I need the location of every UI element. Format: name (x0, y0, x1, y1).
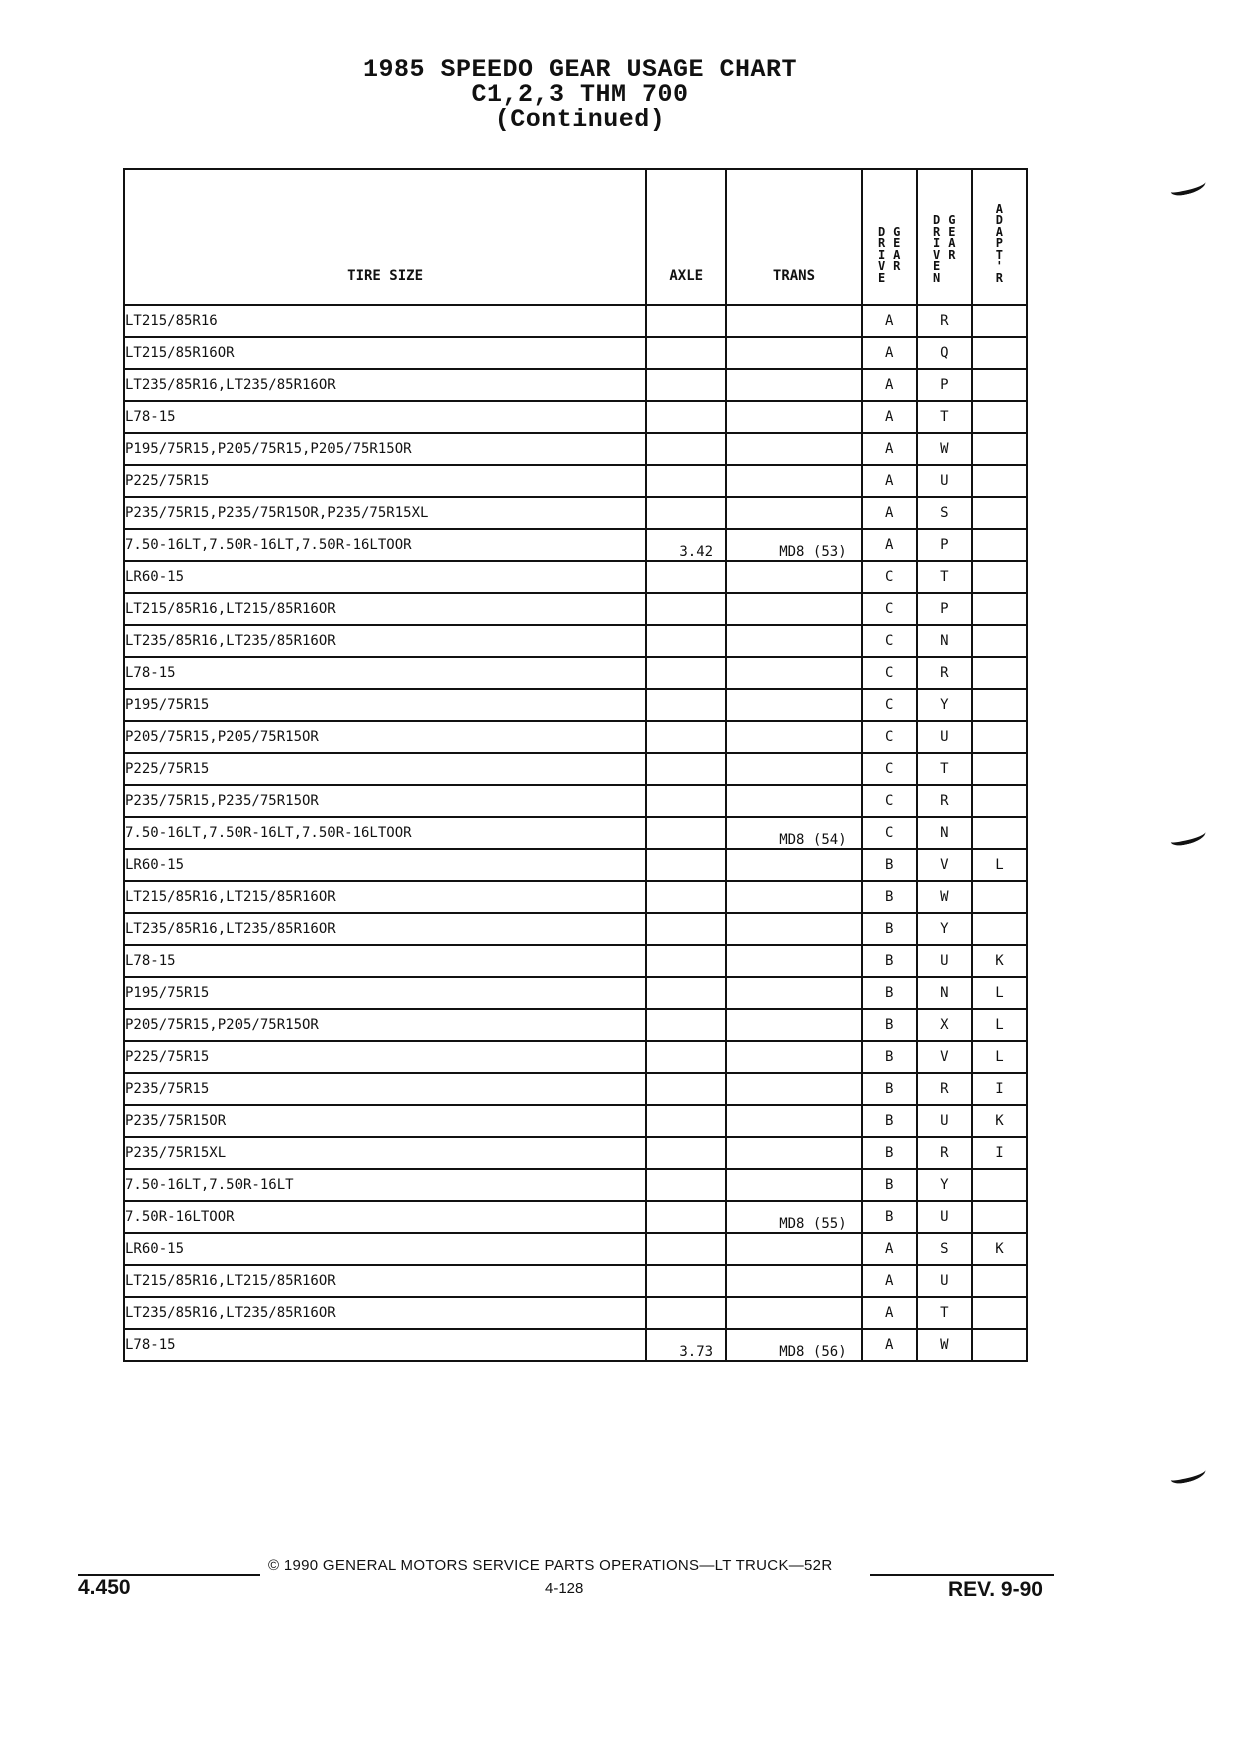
cell-trans (726, 593, 861, 625)
cell-trans (726, 529, 861, 561)
header-letter: R (933, 224, 941, 239)
cell-axle (646, 1009, 726, 1041)
cell-driven-gear: T (917, 401, 972, 433)
cell-driven-gear: S (917, 1233, 972, 1265)
header-letter: V (933, 247, 941, 262)
cell-adapter (972, 1169, 1027, 1201)
cell-axle (646, 401, 726, 433)
cell-tire-size: L78-15 (124, 401, 646, 433)
header-letter: R (948, 247, 956, 262)
cell-trans (726, 977, 861, 1009)
header-letter-column (877, 224, 886, 285)
cell-driven-gear: Y (917, 1169, 972, 1201)
table-row (124, 497, 1027, 529)
cell-driven-gear: N (917, 625, 972, 657)
cell-axle (646, 1297, 726, 1329)
cell-drive-gear: A (862, 497, 917, 529)
table-row (124, 1265, 1027, 1297)
cell-trans (726, 817, 861, 849)
chart-subtitle-model: C1,2,3 THM 700 (471, 80, 689, 109)
header-letter: I (933, 236, 941, 250)
cell-trans (726, 1105, 861, 1137)
cell-drive-gear: C (862, 785, 917, 817)
cell-trans (726, 1233, 861, 1265)
cell-trans (726, 785, 861, 817)
cell-trans (726, 657, 861, 689)
table-row (124, 849, 1027, 881)
header-letter: R (877, 236, 886, 250)
cell-adapter (972, 305, 1027, 337)
cell-drive-gear: B (862, 977, 917, 1009)
table-row (124, 561, 1027, 593)
table-row (124, 1169, 1027, 1201)
header-letter: E (893, 236, 901, 250)
table-row (124, 977, 1027, 1009)
cell-tire-size: 7.50-16LT,7.50R-16LT,7.50R-16LTOOR (124, 529, 646, 561)
header-letter-column (893, 224, 901, 285)
trans-code: MD8 (56) (779, 1344, 847, 1360)
cell-drive-gear: A (862, 1265, 917, 1297)
cell-adapter: L (972, 849, 1027, 881)
table-row (124, 529, 1027, 561)
cell-adapter (972, 913, 1027, 945)
binder-mark (1169, 1464, 1207, 1485)
table-body (124, 305, 1027, 1361)
cell-drive-gear: B (862, 1041, 917, 1073)
cell-trans (726, 465, 861, 497)
cell-axle (646, 689, 726, 721)
header-letter: T (995, 247, 1004, 262)
cell-trans (726, 625, 861, 657)
cell-axle (646, 465, 726, 497)
cell-driven-gear: U (917, 465, 972, 497)
cell-drive-gear: A (862, 433, 917, 465)
header-letter: A (995, 224, 1004, 239)
cell-tire-size: P235/75R15,P235/75R15OR,P235/75R15XL (124, 497, 646, 529)
header-letter: N (933, 270, 941, 285)
header-letter: P (995, 236, 1004, 250)
cell-driven-gear: N (917, 817, 972, 849)
cell-drive-gear: C (862, 753, 917, 785)
header-drive-gear (862, 169, 917, 305)
cell-adapter (972, 497, 1027, 529)
cell-trans (726, 689, 861, 721)
cell-trans (726, 497, 861, 529)
cell-trans (726, 1297, 861, 1329)
table-row (124, 337, 1027, 369)
header-letter: G (893, 224, 901, 239)
cell-trans (726, 1009, 861, 1041)
cell-axle (646, 913, 726, 945)
cell-trans (726, 945, 861, 977)
cell-drive-gear: A (862, 1329, 917, 1361)
header-letter: D (877, 224, 886, 239)
footer-rule-right (870, 1574, 1054, 1576)
cell-axle (646, 945, 726, 977)
table-row (124, 1105, 1027, 1137)
cell-axle (646, 305, 726, 337)
table-row (124, 1329, 1027, 1361)
cell-axle (646, 369, 726, 401)
footer-copyright: © 1990 GENERAL MOTORS SERVICE PARTS OPERATIONS—LT TRUCK—52R (268, 1557, 833, 1574)
cell-drive-gear: B (862, 913, 917, 945)
binder-mark (1169, 826, 1207, 847)
cell-axle (646, 1073, 726, 1105)
cell-trans (726, 1329, 861, 1361)
cell-tire-size: 7.50-16LT,7.50R-16LT (124, 1169, 646, 1201)
cell-drive-gear: C (862, 561, 917, 593)
cell-adapter: I (972, 1073, 1027, 1105)
table-row (124, 401, 1027, 433)
table-row (124, 945, 1027, 977)
cell-adapter (972, 1297, 1027, 1329)
cell-adapter (972, 753, 1027, 785)
cell-driven-gear: R (917, 1137, 972, 1169)
header-letter: E (933, 259, 941, 273)
cell-driven-gear: P (917, 593, 972, 625)
table-row (124, 913, 1027, 945)
cell-drive-gear: C (862, 657, 917, 689)
cell-driven-gear: V (917, 849, 972, 881)
cell-axle (646, 1169, 726, 1201)
cell-tire-size: P195/75R15,P205/75R15,P205/75R15OR (124, 433, 646, 465)
table-row (124, 657, 1027, 689)
cell-driven-gear: Q (917, 337, 972, 369)
cell-axle (646, 433, 726, 465)
cell-tire-size: LR60-15 (124, 849, 646, 881)
cell-trans (726, 1169, 861, 1201)
cell-tire-size: LR60-15 (124, 1233, 646, 1265)
cell-drive-gear: B (862, 1201, 917, 1233)
cell-tire-size: LT215/85R16 (124, 305, 646, 337)
cell-drive-gear: A (862, 337, 917, 369)
cell-trans (726, 913, 861, 945)
cell-tire-size: LR60-15 (124, 561, 646, 593)
cell-axle (646, 1265, 726, 1297)
cell-drive-gear: C (862, 625, 917, 657)
table-header-row (124, 169, 1027, 305)
header-axle: AXLE (646, 169, 726, 305)
axle-ratio: 3.73 (679, 1344, 714, 1360)
header-letter: E (948, 224, 956, 239)
cell-adapter (972, 689, 1027, 721)
cell-driven-gear: W (917, 433, 972, 465)
cell-driven-gear: U (917, 721, 972, 753)
cell-tire-size: P235/75R15,P235/75R15OR (124, 785, 646, 817)
cell-adapter: K (972, 945, 1027, 977)
cell-drive-gear: B (862, 849, 917, 881)
header-letter: ' (995, 259, 1004, 273)
cell-driven-gear: P (917, 529, 972, 561)
cell-tire-size: LT215/85R16,LT215/85R16OR (124, 593, 646, 625)
cell-adapter (972, 561, 1027, 593)
table-row (124, 785, 1027, 817)
table-row (124, 433, 1027, 465)
cell-tire-size: P235/75R15XL (124, 1137, 646, 1169)
cell-driven-gear: Y (917, 689, 972, 721)
cell-drive-gear: C (862, 593, 917, 625)
chart-title: 1985 SPEEDO GEAR USAGE CHART (362, 55, 798, 84)
cell-axle (646, 977, 726, 1009)
table-row (124, 1201, 1027, 1233)
cell-adapter (972, 593, 1027, 625)
cell-axle (646, 1041, 726, 1073)
table-row (124, 1297, 1027, 1329)
cell-adapter (972, 401, 1027, 433)
cell-axle (646, 593, 726, 625)
cell-tire-size: P195/75R15 (124, 977, 646, 1009)
cell-tire-size: 7.50R-16LTOOR (124, 1201, 646, 1233)
cell-tire-size: L78-15 (124, 657, 646, 689)
header-driven-gear (917, 169, 972, 305)
table-row (124, 689, 1027, 721)
cell-axle (646, 337, 726, 369)
cell-tire-size: P195/75R15 (124, 689, 646, 721)
trans-code: MD8 (55) (779, 1216, 847, 1232)
cell-adapter (972, 625, 1027, 657)
table-row (124, 721, 1027, 753)
cell-tire-size: P225/75R15 (124, 1041, 646, 1073)
cell-driven-gear: S (917, 497, 972, 529)
cell-driven-gear: R (917, 305, 972, 337)
cell-driven-gear: P (917, 369, 972, 401)
cell-driven-gear: T (917, 753, 972, 785)
header-letter: E (877, 270, 886, 285)
cell-adapter: K (972, 1105, 1027, 1137)
cell-adapter (972, 785, 1027, 817)
header-letter: A (893, 247, 901, 262)
cell-adapter (972, 881, 1027, 913)
speedo-gear-table (123, 168, 1028, 1362)
cell-drive-gear: C (862, 721, 917, 753)
footer-section-number: 4.450 (78, 1576, 131, 1599)
cell-driven-gear: U (917, 1265, 972, 1297)
cell-drive-gear: C (862, 817, 917, 849)
table-row (124, 1041, 1027, 1073)
cell-drive-gear: B (862, 1009, 917, 1041)
header-trans: TRANS (726, 169, 861, 305)
table-row (124, 753, 1027, 785)
header-letter: A (995, 201, 1004, 216)
cell-tire-size: P205/75R15,P205/75R15OR (124, 721, 646, 753)
cell-drive-gear: B (862, 881, 917, 913)
cell-drive-gear: A (862, 305, 917, 337)
cell-drive-gear: B (862, 1073, 917, 1105)
cell-trans (726, 753, 861, 785)
cell-axle (646, 753, 726, 785)
table-row (124, 465, 1027, 497)
cell-driven-gear: N (917, 977, 972, 1009)
cell-axle (646, 1137, 726, 1169)
cell-tire-size: LT215/85R16,LT215/85R16OR (124, 1265, 646, 1297)
header-letter-column (948, 215, 955, 284)
cell-trans (726, 1265, 861, 1297)
cell-drive-gear: A (862, 529, 917, 561)
cell-driven-gear: T (917, 1297, 972, 1329)
header-tire-size: TIRE SIZE (124, 169, 646, 305)
cell-axle (646, 529, 726, 561)
cell-axle (646, 849, 726, 881)
cell-adapter (972, 817, 1027, 849)
cell-trans (726, 1137, 861, 1169)
cell-trans (726, 369, 861, 401)
cell-adapter (972, 721, 1027, 753)
cell-drive-gear: B (862, 1105, 917, 1137)
cell-axle (646, 881, 726, 913)
cell-tire-size: 7.50-16LT,7.50R-16LT,7.50R-16LTOOR (124, 817, 646, 849)
cell-tire-size: LT215/85R16OR (124, 337, 646, 369)
cell-trans (726, 1201, 861, 1233)
header-letter-column (995, 201, 1004, 285)
cell-driven-gear: W (917, 881, 972, 913)
header-letter: V (877, 259, 886, 273)
cell-driven-gear: V (917, 1041, 972, 1073)
footer-page-number: 4-128 (545, 1580, 584, 1597)
cell-drive-gear: C (862, 689, 917, 721)
cell-driven-gear: W (917, 1329, 972, 1361)
cell-drive-gear: A (862, 1233, 917, 1265)
cell-adapter: I (972, 1137, 1027, 1169)
header-letter: I (877, 247, 886, 262)
cell-drive-gear: A (862, 465, 917, 497)
cell-trans (726, 721, 861, 753)
table-row (124, 593, 1027, 625)
cell-adapter (972, 465, 1027, 497)
header-letter: D (933, 213, 941, 227)
header-letter-column (933, 215, 940, 284)
cell-adapter (972, 529, 1027, 561)
cell-tire-size: LT215/85R16,LT215/85R16OR (124, 881, 646, 913)
cell-driven-gear: U (917, 1201, 972, 1233)
cell-drive-gear: B (862, 1137, 917, 1169)
table-row (124, 305, 1027, 337)
cell-tire-size: P205/75R15,P205/75R15OR (124, 1009, 646, 1041)
cell-tire-size: LT235/85R16,LT235/85R16OR (124, 369, 646, 401)
trans-code: MD8 (54) (779, 832, 847, 848)
axle-ratio: 3.42 (679, 544, 714, 560)
cell-driven-gear: Y (917, 913, 972, 945)
header-letter: D (995, 213, 1004, 227)
cell-adapter (972, 1329, 1027, 1361)
cell-driven-gear: R (917, 785, 972, 817)
cell-trans (726, 433, 861, 465)
cell-axle (646, 1233, 726, 1265)
table-row (124, 1233, 1027, 1265)
cell-axle (646, 625, 726, 657)
cell-adapter (972, 1201, 1027, 1233)
header-letter: R (995, 270, 1004, 285)
cell-trans (726, 849, 861, 881)
cell-driven-gear: U (917, 945, 972, 977)
cell-tire-size: L78-15 (124, 1329, 646, 1361)
cell-driven-gear: R (917, 1073, 972, 1105)
cell-tire-size: LT235/85R16,LT235/85R16OR (124, 1297, 646, 1329)
cell-tire-size: L78-15 (124, 945, 646, 977)
cell-axle (646, 817, 726, 849)
cell-drive-gear: A (862, 369, 917, 401)
cell-tire-size: P235/75R15 (124, 1073, 646, 1105)
cell-adapter (972, 337, 1027, 369)
table-row (124, 625, 1027, 657)
cell-adapter: L (972, 1009, 1027, 1041)
cell-axle (646, 721, 726, 753)
cell-drive-gear: A (862, 401, 917, 433)
trans-code: MD8 (53) (779, 544, 847, 560)
footer-revision: REV. 9-90 (948, 1578, 1043, 1601)
cell-adapter: L (972, 977, 1027, 1009)
table-row (124, 1137, 1027, 1169)
cell-axle (646, 561, 726, 593)
table-row (124, 369, 1027, 401)
cell-axle (646, 1329, 726, 1361)
cell-tire-size: P235/75R15OR (124, 1105, 646, 1137)
cell-axle (646, 657, 726, 689)
header-letter: R (893, 259, 901, 273)
cell-trans (726, 1041, 861, 1073)
header-letter: A (948, 236, 956, 250)
cell-axle (646, 785, 726, 817)
cell-trans (726, 1073, 861, 1105)
cell-trans (726, 561, 861, 593)
cell-axle (646, 1105, 726, 1137)
cell-axle (646, 497, 726, 529)
cell-drive-gear: B (862, 1169, 917, 1201)
cell-trans (726, 305, 861, 337)
cell-tire-size: LT235/85R16,LT235/85R16OR (124, 625, 646, 657)
cell-driven-gear: T (917, 561, 972, 593)
cell-driven-gear: U (917, 1105, 972, 1137)
cell-adapter (972, 369, 1027, 401)
cell-adapter (972, 433, 1027, 465)
chart-subtitle-continued: (Continued) (494, 105, 666, 134)
cell-driven-gear: X (917, 1009, 972, 1041)
cell-trans (726, 881, 861, 913)
header-adapter (972, 169, 1027, 305)
cell-trans (726, 337, 861, 369)
cell-tire-size: P225/75R15 (124, 465, 646, 497)
binder-mark (1169, 176, 1207, 197)
cell-trans (726, 401, 861, 433)
cell-drive-gear: B (862, 945, 917, 977)
cell-adapter (972, 1265, 1027, 1297)
cell-tire-size: P225/75R15 (124, 753, 646, 785)
cell-drive-gear: A (862, 1297, 917, 1329)
table-row (124, 817, 1027, 849)
table-row (124, 881, 1027, 913)
cell-adapter: K (972, 1233, 1027, 1265)
cell-adapter (972, 657, 1027, 689)
table-row (124, 1009, 1027, 1041)
table-row (124, 1073, 1027, 1105)
cell-axle (646, 1201, 726, 1233)
cell-driven-gear: R (917, 657, 972, 689)
header-letter: G (948, 213, 956, 227)
cell-tire-size: LT235/85R16,LT235/85R16OR (124, 913, 646, 945)
cell-adapter: L (972, 1041, 1027, 1073)
